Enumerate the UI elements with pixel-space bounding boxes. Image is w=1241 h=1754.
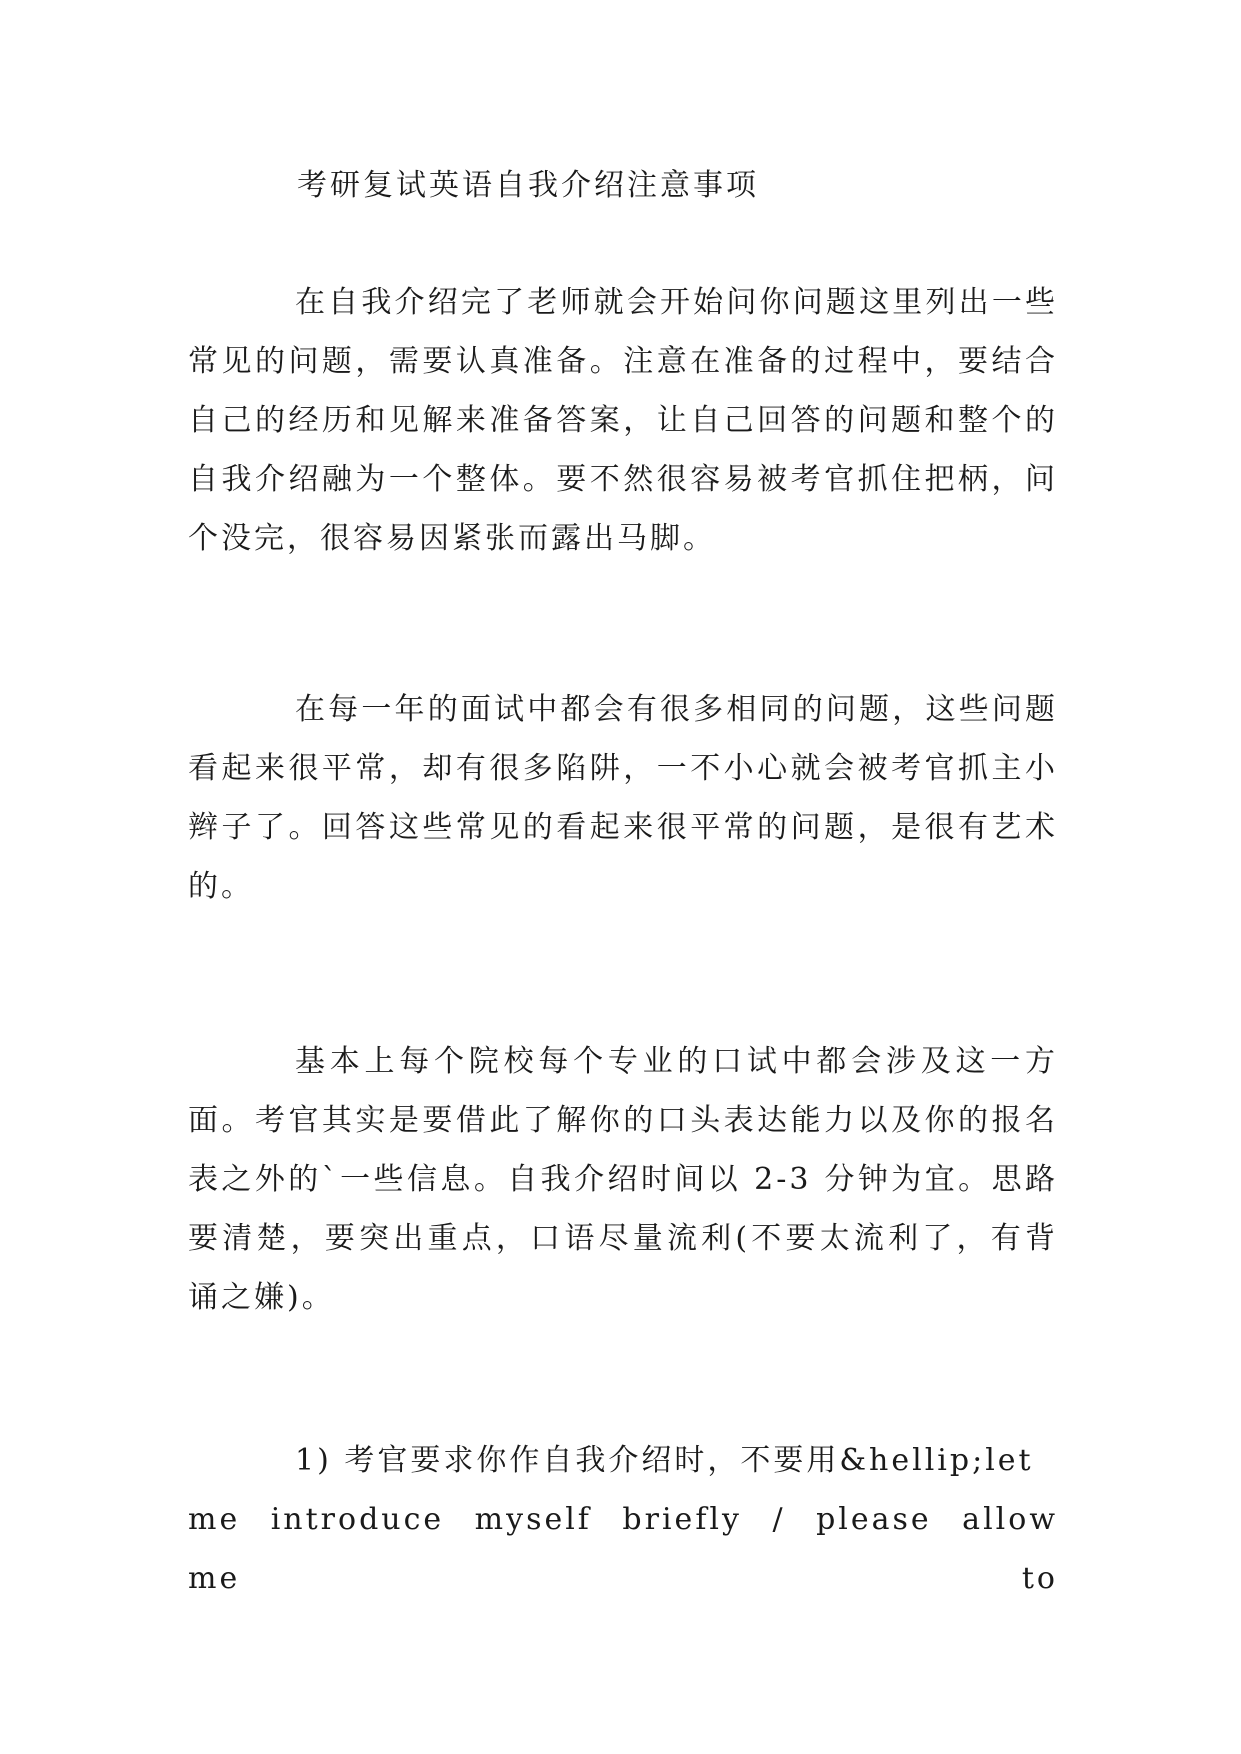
page-title: 考研复试英语自我介绍注意事项 (297, 168, 759, 203)
paragraph-4-line-2: me introduce myself briefly / please allow me to (188, 1502, 1058, 1596)
paragraph-2: 在每一年的面试中都会有很多相同的问题，这些问题看起来很平常，却有很多陷阱，一不小心就会被考官抓主小辫子了。回答这些常见的看起来很平常的问题，是很有艺术的。 (188, 692, 1058, 904)
paragraph-3: 基本上每个院校每个专业的口试中都会涉及这一方面。考官其实是要借此了解你的口头表达能力以及你的报名表之外的`一些信息。自我介绍时间以 2-3 分钟为宜。思路要清楚，要突出重点，口语尽量流利(不要太流利了，有背诵之嫌)。 (188, 1044, 1058, 1315)
paragraph-1: 在自我介绍完了老师就会开始问你问题这里列出一些常见的问题，需要认真准备。注意在准备的过程中，要结合自己的经历和见解来准备答案，让自己回答的问题和整个的自我介绍融为一个整体。要不然很容易被考官抓住把柄，问个没完，很容易因紧张而露出马脚。 (188, 285, 1058, 556)
paragraph-4 (188, 1431, 1058, 1608)
paragraph-4-line-1: 1) 考官要求你作自我介绍时，不要用&hellip;let (295, 1443, 1034, 1478)
